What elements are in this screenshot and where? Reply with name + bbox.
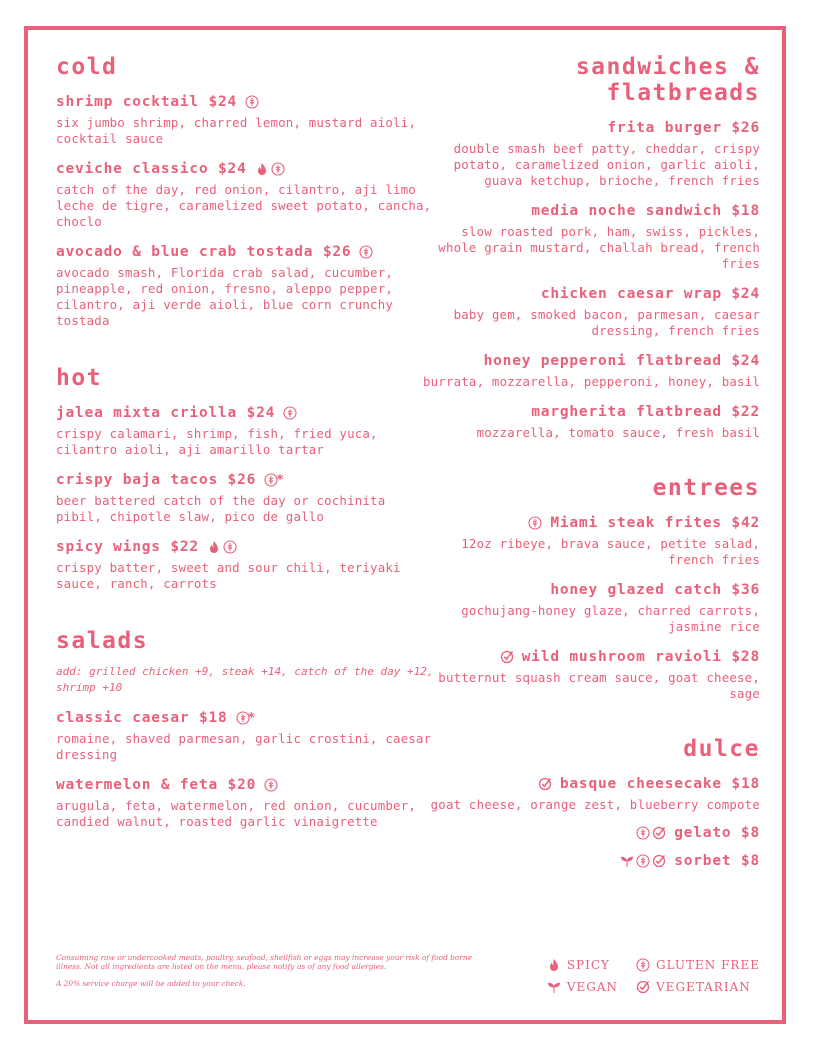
menu-item-description: catch of the day, red onion, cilantro, aji limo leche de tigre, caramelized sweet potato, cancha, choclo — [56, 182, 432, 229]
legend-label: VEGETARIAN — [656, 980, 751, 994]
menu-item-description: avocado smash, Florida crab salad, cucumber, pineapple, red onion, fresno, aleppo pepper, cilantro, aji verde aioli, blue corn crunchy tostada — [56, 265, 394, 328]
menu-item — [56, 161, 436, 230]
hot-list — [56, 405, 436, 592]
right-column — [420, 54, 760, 869]
menu-item-description: butternut squash cream sauce, goat cheese, sage — [438, 670, 760, 701]
menu-item-name: chicken caesar wrap $24 — [540, 286, 760, 302]
menu-item-name: ceviche classico $24 — [56, 161, 247, 177]
icon-legend — [547, 958, 760, 994]
menu-item-description: beer battered catch of the day or cochinita pibil, chipotle slaw, pico de gallo — [56, 493, 386, 524]
dietary-icons — [245, 95, 259, 109]
menu-item-header — [420, 825, 760, 841]
menu-item-name: gelato $8 — [674, 825, 760, 841]
menu-item-header — [56, 539, 436, 555]
menu-item-header — [56, 472, 436, 488]
vegetarian-icon — [538, 777, 552, 791]
menu-item-header — [420, 120, 760, 136]
section-title-cold: cold — [56, 54, 118, 80]
vegan-icon — [547, 980, 561, 994]
spicy-icon — [547, 958, 561, 972]
menu-item — [56, 539, 436, 592]
menu-item-name: wild mushroom ravioli $28 — [521, 649, 760, 665]
menu-item — [420, 825, 760, 841]
menu-item-name: jalea mixta criolla $24 — [56, 405, 276, 421]
dietary-icons — [500, 650, 514, 664]
vegetarian-icon — [636, 980, 650, 994]
cold-list — [56, 94, 436, 329]
menu-item-description: slow roasted pork, ham, swiss, pickles, whole grain mustard, challah bread, french fries — [438, 224, 760, 271]
menu-item — [420, 203, 760, 272]
menu-item-description: arugula, feta, watermelon, red onion, cucumber, candied walnut, roasted garlic vinaigrette — [56, 798, 417, 829]
menu-item-name: classic caesar $18 — [56, 710, 228, 726]
menu-item-header — [56, 244, 436, 260]
dulce-list — [420, 776, 760, 869]
dietary-icons — [207, 540, 237, 554]
gluten-free-icon — [636, 854, 650, 868]
menu-item-name: shrimp cocktail $24 — [56, 94, 238, 110]
left-column — [56, 54, 436, 830]
service-charge-notice: A 20% service charge will be added to your check. — [56, 979, 246, 988]
menu-item-description: burrata, mozzarella, pepperoni, honey, basil — [422, 374, 760, 389]
dietary-icons — [264, 778, 278, 792]
menu-item-header — [420, 649, 760, 665]
menu-item-header — [420, 203, 760, 219]
menu-item-header — [420, 515, 760, 531]
menu-item-name: media noche sandwich $18 — [531, 203, 760, 219]
sandwiches-list — [420, 120, 760, 441]
gluten-free-icon — [359, 245, 373, 259]
menu-item-header — [56, 161, 436, 177]
menu-item-header — [420, 404, 760, 420]
menu-item — [56, 405, 436, 458]
menu-item-name: honey glazed catch $36 — [550, 582, 760, 598]
section-title-salads: salads — [56, 628, 149, 654]
menu-item-name: Miami steak frites $42 — [550, 515, 760, 531]
dietary-icons — [636, 826, 666, 840]
vegetarian-icon — [652, 854, 666, 868]
menu-item — [56, 94, 436, 147]
menu-item-description: mozzarella, tomato sauce, fresh basil — [476, 425, 760, 440]
menu-item-description: double smash beef patty, cheddar, crispy potato, caramelized onion, garlic aioli, guava ketchup, brioche, french fries — [453, 141, 760, 188]
dietary-icons — [283, 406, 297, 420]
gluten-free-icon — [223, 540, 237, 554]
gluten-free-icon — [283, 406, 297, 420]
menu-item-name: frita burger $26 — [607, 120, 760, 136]
menu-item-description: crispy batter, sweet and sour chili, teriyaki sauce, ranch, carrots — [56, 560, 401, 591]
legend-item — [547, 980, 618, 994]
salads-list — [56, 710, 436, 830]
dietary-icons — [236, 711, 257, 726]
menu-item-description: 12oz ribeye, brava sauce, petite salad, french fries — [461, 536, 760, 567]
legend-label: SPICY — [566, 958, 610, 972]
menu-item-header — [420, 853, 760, 869]
dietary-icons — [620, 854, 666, 868]
menu-item-name: margherita flatbread $22 — [531, 404, 760, 420]
menu-item-name: sorbet $8 — [674, 853, 760, 869]
vegan-icon — [620, 854, 634, 868]
menu-item-description: six jumbo shrimp, charred lemon, mustard aioli, cocktail sauce — [56, 115, 417, 146]
menu-item-header — [420, 776, 760, 792]
menu-item — [420, 582, 760, 635]
menu-item — [420, 286, 760, 339]
menu-item-name: crispy baja tacos $26 — [56, 472, 257, 488]
gluten-free-icon — [636, 958, 650, 972]
asterisk-note: * — [247, 710, 257, 726]
section-title-sandwiches: sandwiches & flatbreads — [575, 54, 760, 106]
dietary-icons — [264, 473, 285, 488]
menu-item — [420, 853, 760, 869]
menu-item-header — [420, 353, 760, 369]
vegetarian-icon — [500, 650, 514, 664]
section-title-entrees: entrees — [652, 475, 760, 501]
legend-item — [636, 958, 760, 972]
menu-item-name: basque cheesecake $18 — [559, 776, 760, 792]
gluten-free-icon — [245, 95, 259, 109]
section-title-hot: hot — [56, 365, 103, 391]
asterisk-note: * — [276, 472, 285, 488]
menu-item-name: watermelon & feta $20 — [56, 777, 257, 793]
legend-item — [636, 980, 760, 994]
legend-item — [547, 958, 618, 972]
menu-item-name: honey pepperoni flatbread $24 — [483, 353, 760, 369]
menu-item-header — [56, 405, 436, 421]
menu-item — [420, 120, 760, 189]
menu-item-name: spicy wings $22 — [56, 539, 199, 555]
section-title-dulce: dulce — [683, 736, 760, 762]
spicy-icon — [255, 162, 269, 176]
salad-add-ons: add: grilled chicken +9, steak +14, catch of the day +12, shrimp +10 — [56, 665, 434, 694]
menu-item-header — [420, 286, 760, 302]
legend-label: GLUTEN FREE — [656, 958, 760, 972]
menu-item — [420, 404, 760, 441]
menu-item — [420, 649, 760, 702]
dietary-icons — [359, 245, 373, 259]
menu-item — [420, 776, 760, 813]
menu-item-description: romaine, shaved parmesan, garlic crostini, caesar dressing — [56, 731, 432, 762]
vegetarian-icon — [652, 826, 666, 840]
menu-item — [56, 472, 436, 525]
footer-disclaimer — [56, 953, 476, 988]
menu-item — [420, 515, 760, 568]
dietary-icons — [538, 777, 552, 791]
entrees-list — [420, 515, 760, 702]
menu-item-description: gochujang-honey glaze, charred carrots, jasmine rice — [461, 603, 760, 634]
menu-item — [420, 353, 760, 390]
menu-item-description: goat cheese, orange zest, blueberry compote — [430, 797, 760, 812]
gluten-free-icon — [636, 826, 650, 840]
menu-item-header — [56, 94, 436, 110]
gluten-free-icon — [528, 516, 542, 530]
legend-label: VEGAN — [566, 980, 619, 994]
gluten-free-icon — [271, 162, 285, 176]
menu-item-header — [56, 777, 436, 793]
menu-item-description: crispy calamari, shrimp, fish, fried yuca, cilantro aioli, aji amarillo tartar — [56, 426, 378, 457]
menu-item — [56, 244, 436, 329]
menu-item — [56, 710, 436, 763]
allergy-notice: Consuming raw or undercooked meats, poultry, seafood, shellfish or eggs may increase your risk of food borne illness. Not all ingredients are listed on the menu, please notify us of any food allergies. — [56, 953, 472, 971]
menu-item-header — [420, 582, 760, 598]
dietary-icons — [528, 516, 542, 530]
gluten-free-icon — [264, 778, 278, 792]
spicy-icon — [207, 540, 221, 554]
menu-item — [56, 777, 436, 830]
menu-item-name: avocado & blue crab tostada $26 — [56, 244, 352, 260]
menu-item-description: baby gem, smoked bacon, parmesan, caesar dressing, french fries — [453, 307, 760, 338]
dietary-icons — [255, 162, 285, 176]
menu-item-header — [56, 710, 436, 726]
